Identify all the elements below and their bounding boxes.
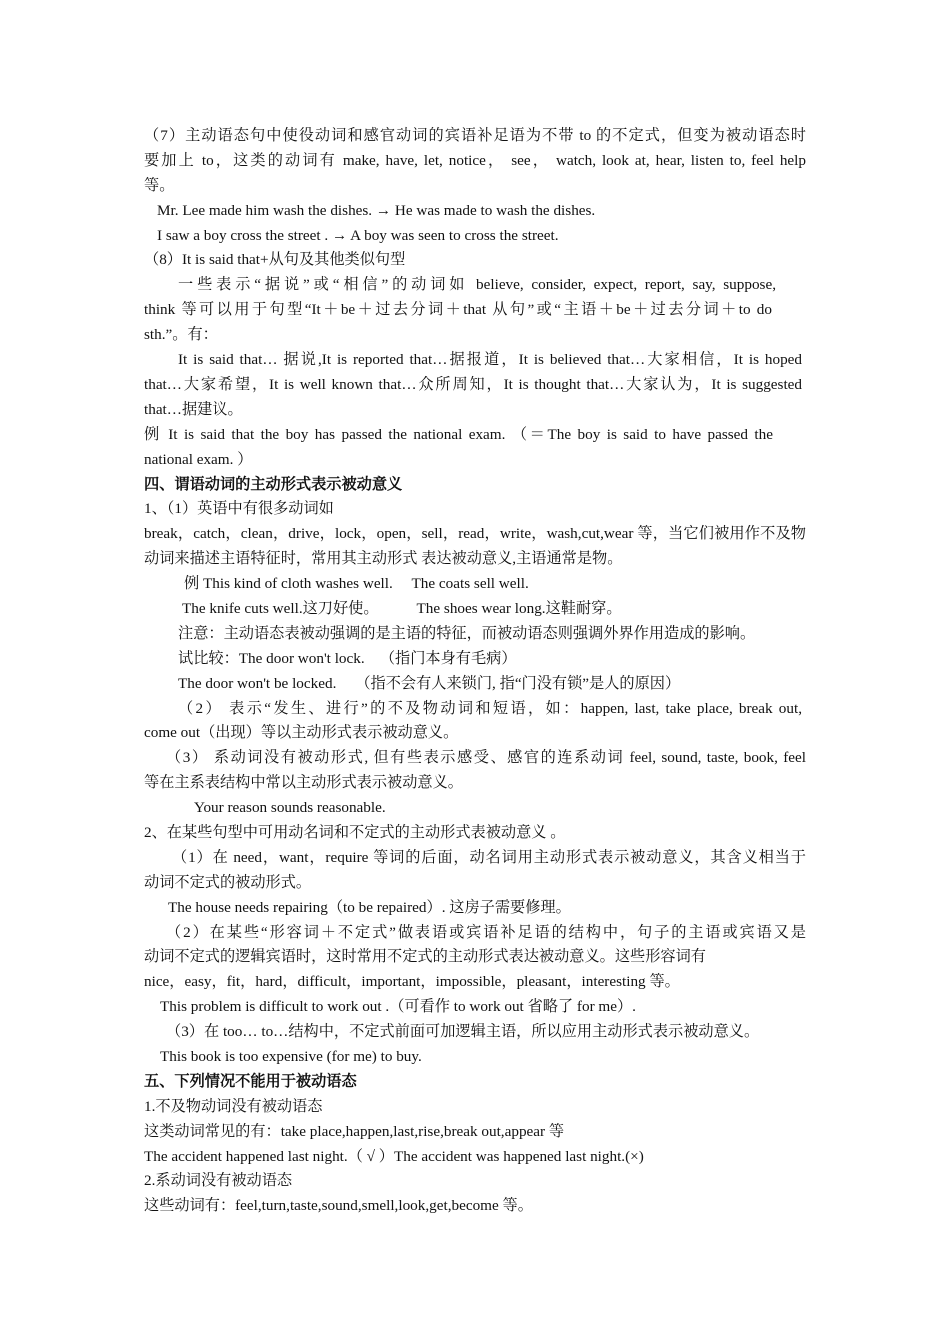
text-line: 这些动词有：feel,turn,taste,sound,smell,look,get,become 等。 [144, 1197, 533, 1214]
subsection-heading: 2.系动词没有被动语态 [144, 1172, 293, 1189]
text-line: nice，easy，fit，hard，difficult，important，impossible，pleasant，interesting 等。 [144, 973, 680, 990]
subsection-heading: 1、（1）英语中有很多动词如 [144, 500, 334, 517]
text-line: think 等可以用于句型“It＋be＋过去分词＋that 从句”或“主语＋be＋过去分词＋to do [144, 301, 772, 318]
example-sentence: 例 It is said that the boy has passed the national exam. （＝The boy is said to have passed the [144, 426, 773, 443]
subsection-heading: 2、在某些句型中可用动名词和不定式的主动形式表被动意义 。 [144, 824, 566, 841]
example-sentence: national exam. ） [144, 451, 253, 468]
text-line: 等。 [144, 177, 175, 194]
section-heading: 四、谓语动词的主动形式表示被动意义 [144, 476, 403, 493]
note-line: 试比较：The door won't lock. （指门本身有毛病） [178, 650, 517, 667]
text-line: sth.”。有： [144, 326, 218, 343]
note-line: 注意：主动语态表被动强调的是主语的特征，而被动语态则强调外界作用造成的影响。 [178, 625, 756, 642]
text-line: that…据建议。 [144, 401, 243, 418]
subsection-heading: 1.不及物动词没有被动语态 [144, 1098, 323, 1115]
section-heading: 五、下列情况不能用于被动语态 [144, 1073, 357, 1090]
text-line: that…大家希望，It is well known that…众所周知，It is thought that…大家认为，It is suggested [144, 376, 802, 393]
subsection-heading: （8）It is said that+从句及其他类似句型 [144, 251, 406, 268]
text-line: 动词不定式的被动形式。 [144, 874, 312, 891]
example-sentence: This book is too expensive (for me) to buy. [160, 1048, 422, 1065]
example-sentence: Your reason sounds reasonable. [194, 799, 386, 816]
example-sentence: I saw a boy cross the street . → A boy was seen to cross the street. [157, 227, 559, 244]
text-line: 动词不定式的逻辑宾语时，这时常用不定式的主动形式表达被动意义。这些形容词有 [144, 948, 706, 965]
text-line: （7）主动语态句中使役动词和感官动词的宾语补足语为不带 to 的不定式，但变为被动语态时 [144, 127, 806, 144]
text-line: （3） 系动词没有被动形式, 但有些表示感受、感官的连系动词 feel, sound, taste, book, feel [166, 749, 806, 766]
example-sentence: 例 This kind of cloth washes well. The coats sell well. [184, 575, 529, 592]
example-sentence: This problem is difficult to work out .（可看作 to work out 省略了 for me）. [160, 998, 636, 1015]
text-line: （3）在 too… to…结构中，不定式前面可加逻辑主语，所以应用主动形式表示被动意义。 [166, 1023, 760, 1040]
text-line: break，catch，clean，drive，lock，open，sell，read，write，wash,cut,wear 等，当它们被用作不及物 [144, 525, 806, 542]
text-line: 动词来描述主语特征时，常用其主动形式 表达被动意义,主语通常是物。 [144, 550, 623, 567]
example-sentence: The house needs repairing（to be repaired）. 这房子需要修理。 [168, 899, 571, 916]
text-line: 要加上 to，这类的动词有 make, have, let, notice， see， watch, look at, hear, listen to, feel help [144, 152, 806, 169]
text-line: （2） 表示“发生、进行”的不及物动词和短语，如：happen, last, take place, break out, [178, 700, 802, 717]
text-line: （1）在 need，want，require 等词的后面，动名词用主动形式表示被动意义，其含义相当于 [172, 849, 806, 866]
text-line: （2）在某些“形容词＋不定式”做表语或宾语补足语的结构中，句子的主语或宾语又是 [166, 924, 806, 941]
note-line: The door won't be locked. （指不会有人来锁门, 指“门没有锁”是人的原因） [178, 675, 681, 692]
text-line: 这类动词常见的有：take place,happen,last,rise,break out,appear 等 [144, 1123, 565, 1140]
text-line: 等在主系表结构中常以主动形式表示被动意义。 [144, 774, 463, 791]
example-sentence: Mr. Lee made him wash the dishes. → He was made to wash the dishes. [157, 202, 596, 219]
text-line: It is said that… 据说,It is reported that…据报道，It is believed that…大家相信，It is hoped [178, 351, 802, 368]
text-line: come out（出现）等以主动形式表示被动意义。 [144, 724, 459, 741]
example-sentence: The knife cuts well.这刀好使。 The shoes wear long.这鞋耐穿。 [182, 600, 622, 617]
text-line: 一些表示“据说”或“相信”的动词如 believe, consider, expect, report, say, suppose, [178, 276, 776, 293]
example-sentence: The accident happened last night.（ √ ）The accident was happened last night.(×) [144, 1148, 644, 1165]
